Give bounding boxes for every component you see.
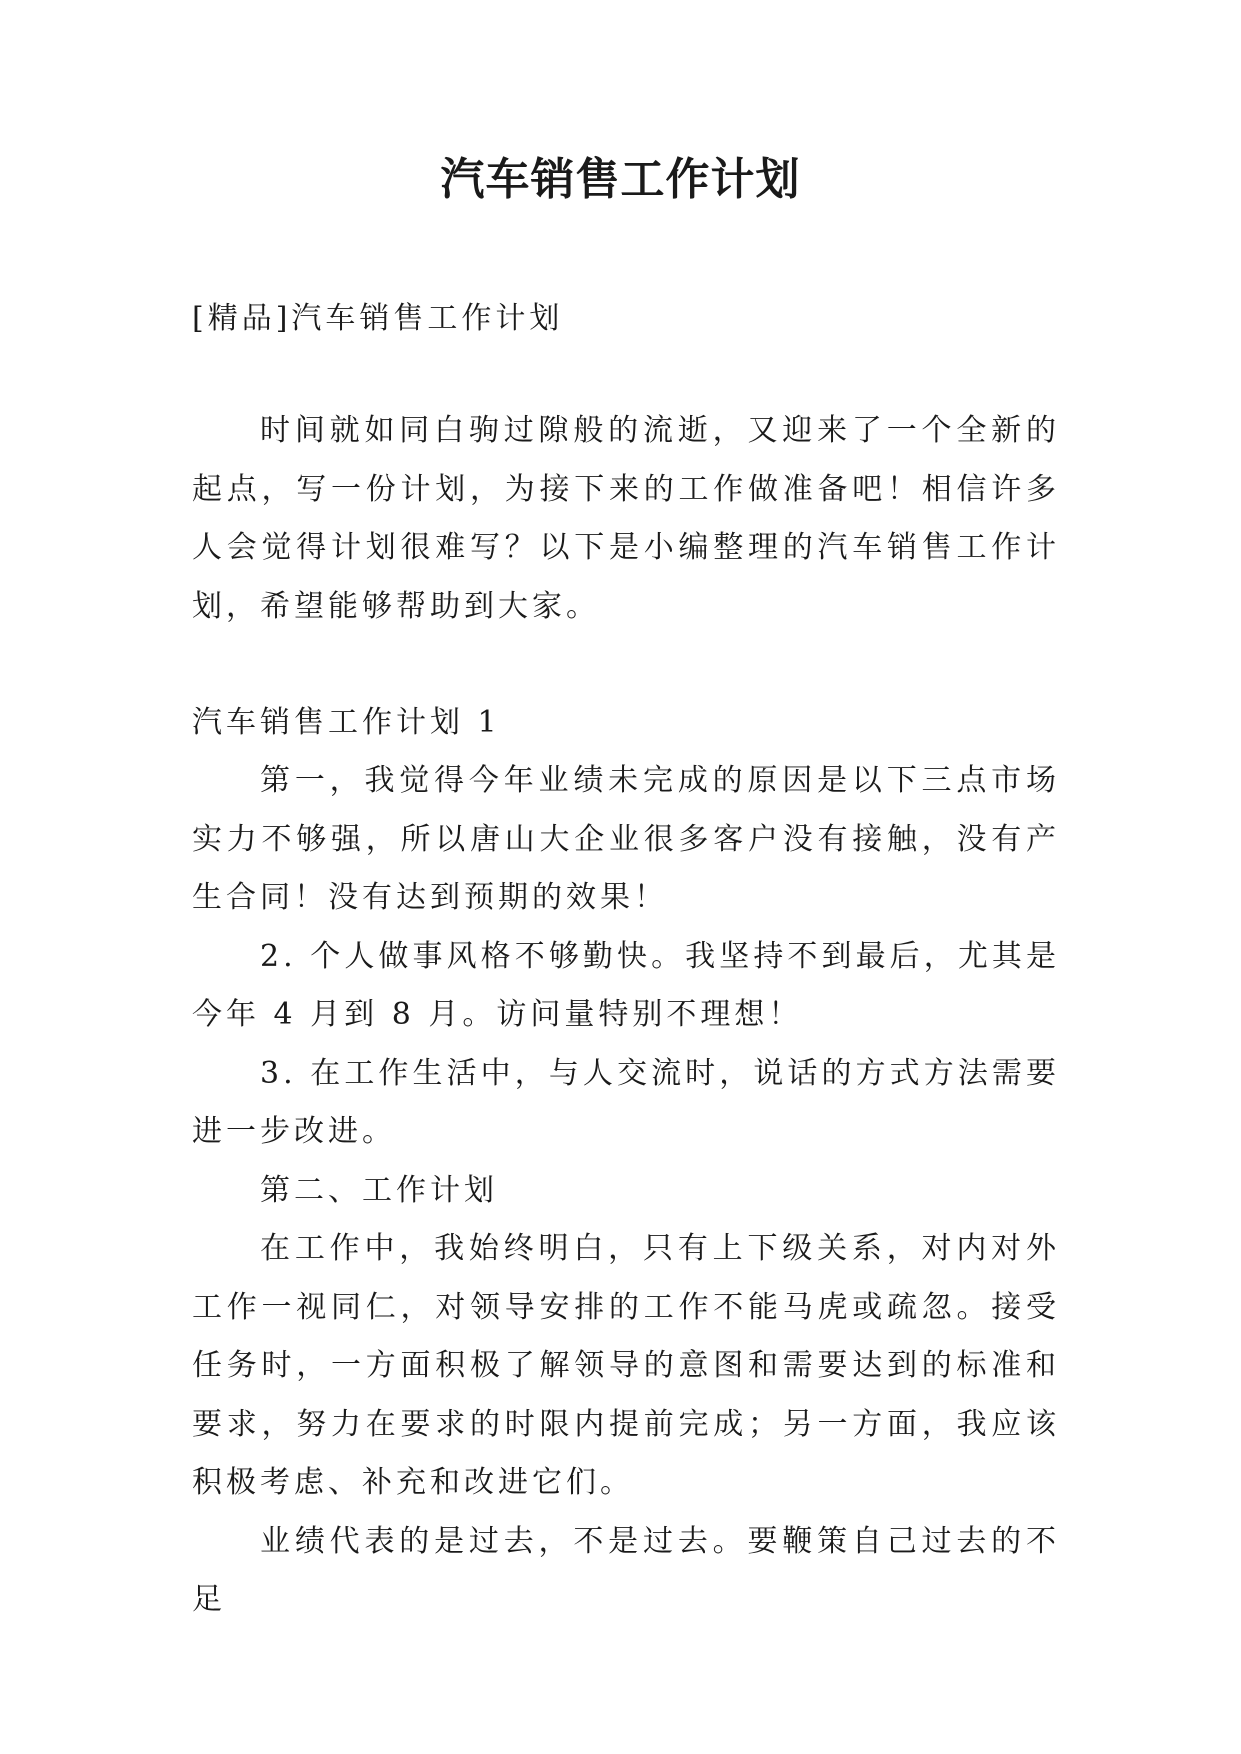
body-paragraph-2: 2. 个人做事风格不够勤快。我坚持不到最后，尤其是今年 4 月到 8 月。访问量特别不理想！ — [192, 938, 1060, 1032]
section-body — [192, 752, 1060, 1630]
section-title: 汽车销售工作计划 1 — [192, 705, 501, 740]
body-paragraph-3: 3. 在工作生活中，与人交流时，说话的方式方法需要进一步改进。 — [192, 1055, 1060, 1149]
body-paragraph-4: 第二、工作计划 — [260, 1172, 498, 1208]
body-paragraph-1: 第一，我觉得今年业绩未完成的原因是以下三点市场实力不够强，所以唐山大企业很多客户没有接触，没有产生合同！没有达到预期的效果！ — [192, 763, 1060, 915]
intro-paragraph: 时间就如同白驹过隙般的流逝，又迎来了一个全新的起点，写一份计划，为接下来的工作做准备吧！相信许多人会觉得计划很难写？以下是小编整理的汽车销售工作计划，希望能够帮助到大家。 — [192, 413, 1060, 624]
document-subtitle: [精品]汽车销售工作计划 — [192, 301, 564, 336]
body-paragraph-6: 业绩代表的是过去，不是过去。要鞭策自己过去的不足 — [192, 1523, 1060, 1617]
body-paragraph-5: 在工作中，我始终明白，只有上下级关系，对内对外工作一视同仁，对领导安排的工作不能马虎或疏忽。接受任务时，一方面积极了解领导的意图和需要达到的标准和要求，努力在要求的时限内提前完成；另一方面，我应该积极考虑、补充和改进它们。 — [192, 1231, 1060, 1500]
document-title: 汽车销售工作计划 — [440, 154, 801, 205]
